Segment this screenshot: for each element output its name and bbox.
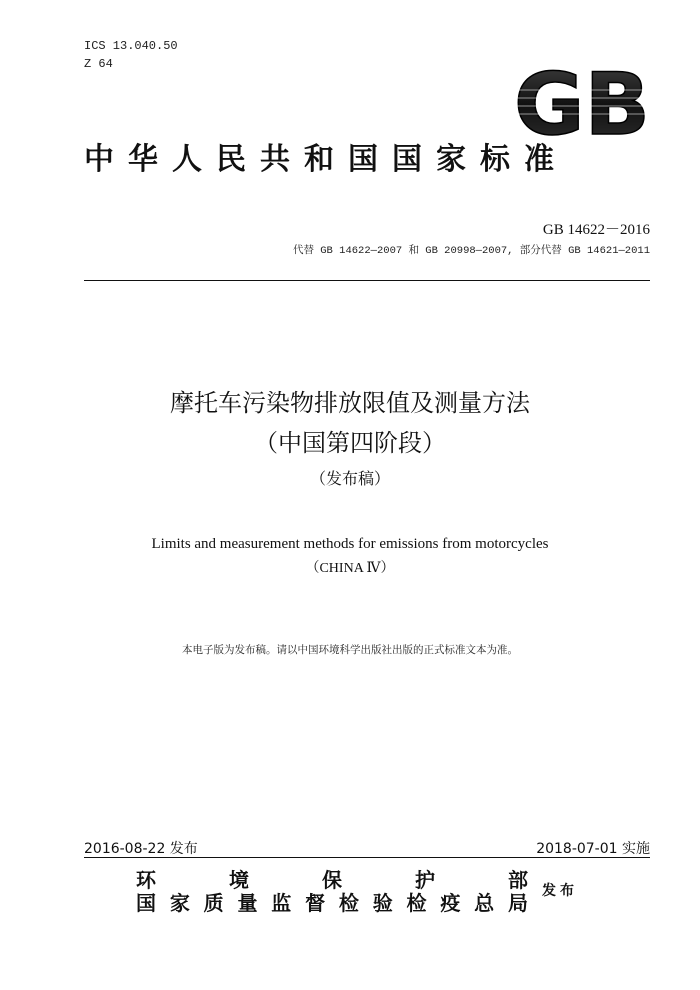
issuer-char: 督 xyxy=(305,891,326,915)
issuer-char: 境 xyxy=(229,868,249,892)
ics-code-block xyxy=(84,37,178,73)
ics-code: ICS 13.040.50 xyxy=(84,39,178,53)
title-english: Limits and measurement methods for emissions from motorcycles xyxy=(151,536,549,552)
title-chinese: 摩托车污染物排放限值及测量方法 xyxy=(170,389,530,417)
gb-logo-graphic xyxy=(512,68,652,140)
issuer-char: 量 xyxy=(237,891,258,915)
gb-logo-icon xyxy=(512,68,652,140)
title-english-subtitle: （CHINA Ⅳ） xyxy=(305,561,395,576)
issuer-char: 局 xyxy=(507,891,528,915)
issuer-char: 部 xyxy=(508,868,528,892)
issuer-char: 护 xyxy=(415,868,435,892)
standard-type-title: 中华人民共和国国家标准 xyxy=(84,142,568,177)
draft-label: （发布稿） xyxy=(309,469,390,488)
bottom-divider xyxy=(84,857,650,858)
issuer-char: 保 xyxy=(322,868,342,892)
document-number: GB 14622－2016 xyxy=(542,222,650,238)
issuer-char: 质 xyxy=(203,891,224,915)
classification-code: Z 64 xyxy=(84,57,113,71)
issuer-char: 环 xyxy=(136,868,156,892)
gb-logo-text: GB xyxy=(514,68,650,140)
issuer-char: 检 xyxy=(406,891,427,915)
issuer-char: 监 xyxy=(271,891,292,915)
top-divider xyxy=(84,280,650,281)
issuer-char: 家 xyxy=(169,891,190,915)
electronic-version-notice: 本电子版为发布稿。请以中国环境科学出版社出版的正式标准文本为准。 xyxy=(182,645,518,656)
issuer-char: 总 xyxy=(474,891,495,915)
title-chinese-subtitle: （中国第四阶段） xyxy=(254,429,446,457)
issuer-char: 检 xyxy=(338,891,359,915)
publish-label: 发布 xyxy=(542,883,578,899)
implementation-date: 2018-07-01 实施 xyxy=(536,841,650,857)
issue-date: 2016-08-22 发布 xyxy=(84,841,198,857)
issuer-char: 验 xyxy=(372,891,393,915)
issuer-char: 疫 xyxy=(440,891,461,915)
issuer-aqsiq xyxy=(136,887,528,916)
issuer-char: 国 xyxy=(136,891,156,915)
replaces-note: 代替 GB 14622—2007 和 GB 20998—2007, 部分代替 GB 14621—2011 xyxy=(292,245,650,257)
